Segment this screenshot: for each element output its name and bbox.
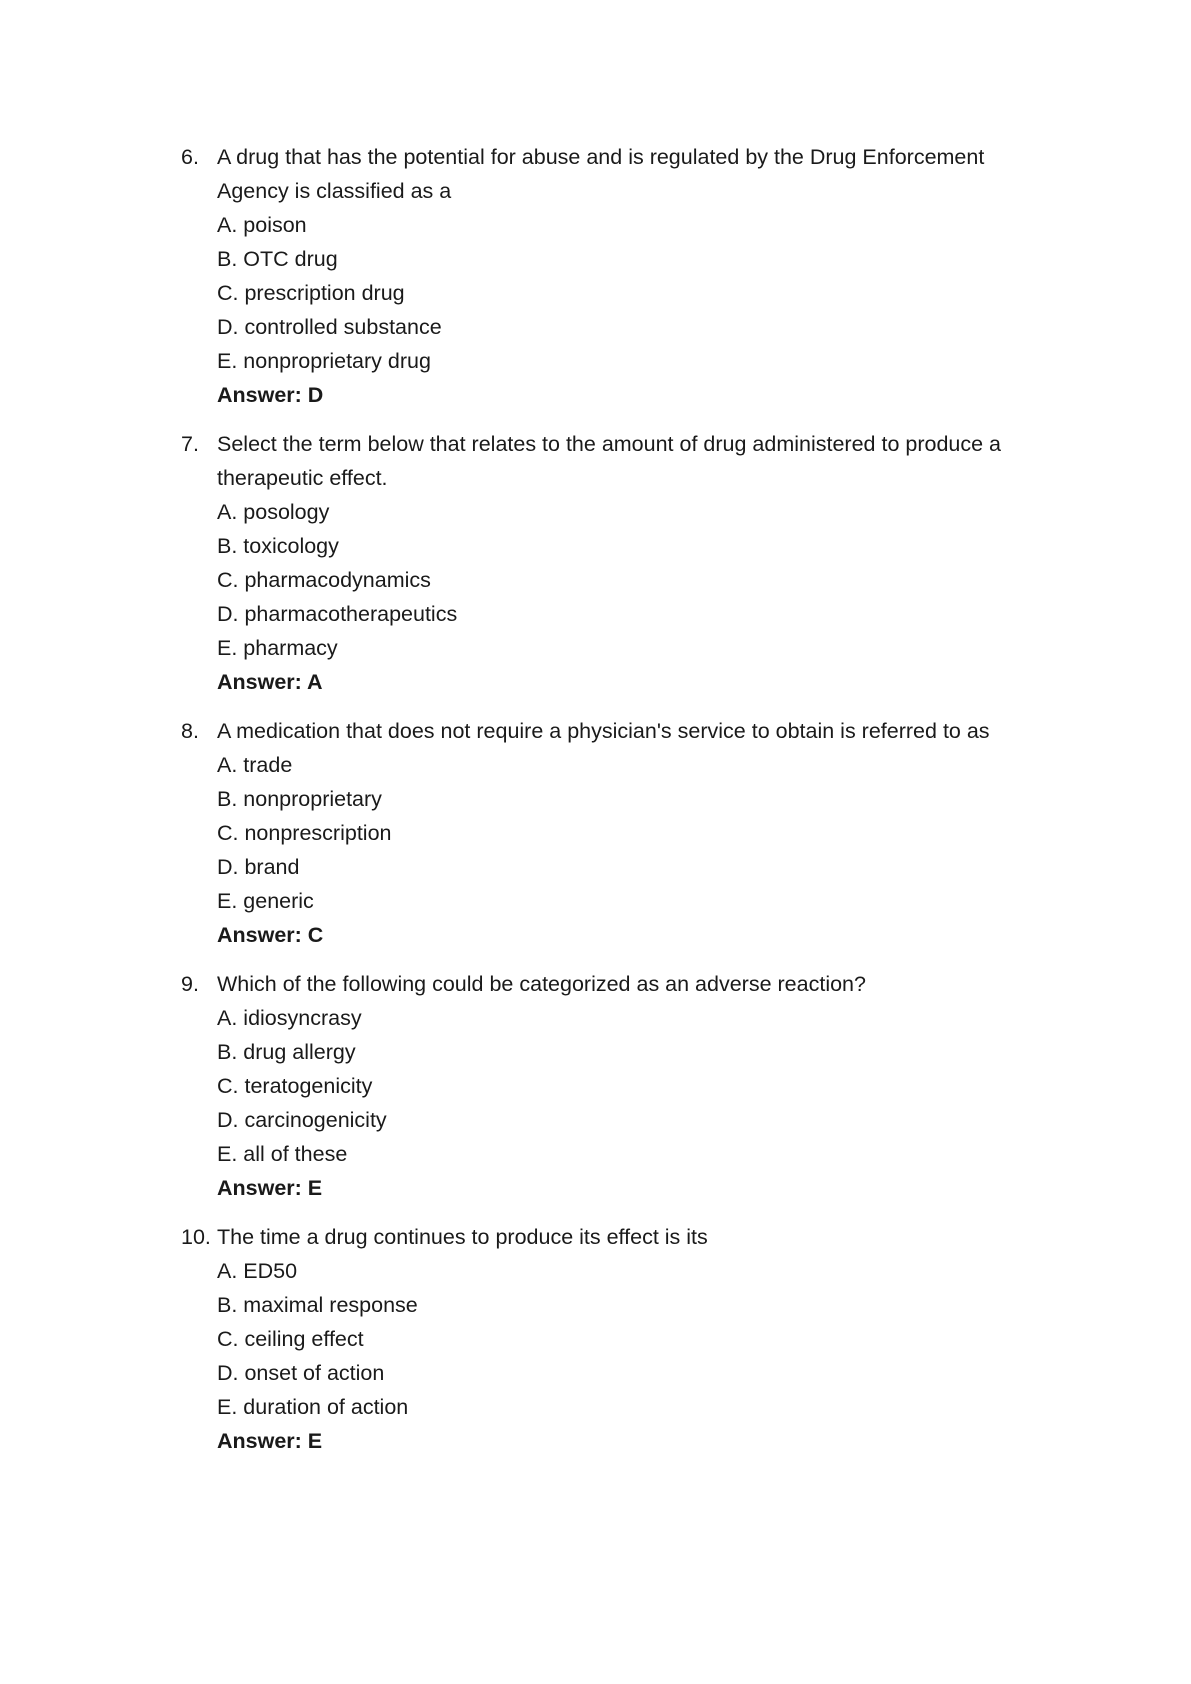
- option-e: E. all of these: [217, 1142, 348, 1166]
- question-body: [217, 427, 1047, 699]
- option-d: D. onset of action: [217, 1361, 385, 1385]
- question-body: [217, 1220, 1047, 1458]
- option-c: C. ceiling effect: [217, 1327, 364, 1351]
- option-list: [217, 208, 1047, 378]
- question-text: The time a drug continues to produce its effect is its: [217, 1225, 708, 1249]
- question-number: 9.: [181, 972, 199, 996]
- question-number: 6.: [181, 145, 199, 169]
- option-a: A. posology: [217, 500, 330, 524]
- option-e: E. nonproprietary drug: [217, 349, 431, 373]
- question-text: A drug that has the potential for abuse and is regulated by the Drug Enforcement Agency is classified as a: [217, 145, 985, 203]
- option-list: [217, 1254, 1047, 1424]
- question-text: Which of the following could be categorized as an adverse reaction?: [217, 972, 866, 996]
- option-list: [217, 1001, 1047, 1171]
- answer-label: Answer: E: [217, 1429, 323, 1453]
- option-d: D. brand: [217, 855, 300, 879]
- question-list: [0, 140, 1191, 1473]
- question-number: 8.: [181, 719, 199, 743]
- question-9: [0, 967, 1191, 1205]
- question-6: [0, 140, 1191, 412]
- option-c: C. prescription drug: [217, 281, 405, 305]
- option-a: A. poison: [217, 213, 307, 237]
- question-10: [0, 1220, 1191, 1458]
- answer-label: Answer: C: [217, 923, 324, 947]
- option-list: [217, 748, 1047, 918]
- question-text: Select the term below that relates to the amount of drug administered to produce a therapeutic effect.: [217, 432, 1002, 490]
- question-text: A medication that does not require a physician's service to obtain is referred to as: [217, 719, 990, 743]
- question-8: [0, 714, 1191, 952]
- option-b: B. toxicology: [217, 534, 339, 558]
- question-body: [217, 140, 1047, 412]
- question-number: 7.: [181, 432, 199, 456]
- question-7: [0, 427, 1191, 699]
- option-list: [217, 495, 1047, 665]
- option-d: D. pharmacotherapeutics: [217, 602, 458, 626]
- option-a: A. trade: [217, 753, 293, 777]
- answer-label: Answer: E: [217, 1176, 323, 1200]
- option-e: E. duration of action: [217, 1395, 409, 1419]
- option-c: C. nonprescription: [217, 821, 392, 845]
- option-d: D. carcinogenicity: [217, 1108, 387, 1132]
- option-b: B. OTC drug: [217, 247, 338, 271]
- option-b: B. drug allergy: [217, 1040, 356, 1064]
- question-body: [217, 967, 1047, 1205]
- question-body: [217, 714, 1047, 952]
- option-e: E. generic: [217, 889, 314, 913]
- question-number: 10.: [181, 1225, 211, 1249]
- answer-label: Answer: A: [217, 670, 323, 694]
- option-a: A. ED50: [217, 1259, 298, 1283]
- option-c: C. teratogenicity: [217, 1074, 373, 1098]
- option-e: E. pharmacy: [217, 636, 338, 660]
- option-b: B. maximal response: [217, 1293, 418, 1317]
- answer-label: Answer: D: [217, 383, 324, 407]
- option-d: D. controlled substance: [217, 315, 442, 339]
- option-b: B. nonproprietary: [217, 787, 382, 811]
- option-a: A. idiosyncrasy: [217, 1006, 362, 1030]
- option-c: C. pharmacodynamics: [217, 568, 431, 592]
